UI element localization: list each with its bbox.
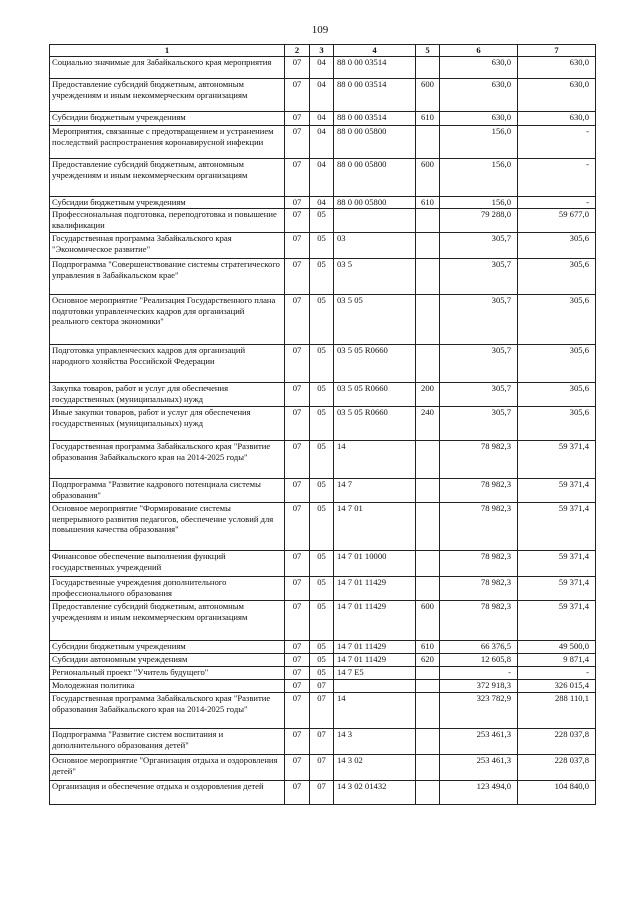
cell-expense-type: [416, 729, 440, 755]
table-row: [50, 601, 596, 641]
page-number: 109: [311, 24, 329, 36]
cell-amount-2: 288 110,1: [518, 693, 596, 729]
cell-section: 07: [285, 667, 310, 680]
header-col-6: 6: [440, 45, 518, 57]
cell-name: Субсидии бюджетным учреждениям: [50, 197, 285, 209]
cell-name: Основное мероприятие "Реализация Государственного плана подготовки управленческих кадров для организаций реального сектора экономики": [50, 295, 285, 345]
table-row: [50, 441, 596, 479]
cell-section: 07: [285, 383, 310, 407]
cell-amount-2: 305,6: [518, 233, 596, 259]
cell-subsection: 04: [310, 79, 334, 112]
table-row: [50, 693, 596, 729]
cell-section: 07: [285, 79, 310, 112]
cell-name: Субсидии бюджетным учреждениям: [50, 641, 285, 654]
cell-amount-1: 78 982,3: [440, 551, 518, 577]
header-col-2: 2: [285, 45, 310, 57]
cell-amount-2: 228 037,8: [518, 755, 596, 781]
cell-amount-2: -: [518, 667, 596, 680]
cell-target-article: 14 7 01 10000: [334, 551, 416, 577]
cell-amount-1: 123 494,0: [440, 781, 518, 805]
cell-subsection: 07: [310, 729, 334, 755]
cell-section: 07: [285, 654, 310, 667]
cell-target-article: 14: [334, 441, 416, 479]
table-row: [50, 479, 596, 503]
table-row: [50, 112, 596, 126]
cell-amount-2: 59 371,4: [518, 441, 596, 479]
cell-subsection: 05: [310, 667, 334, 680]
cell-amount-1: 372 918,3: [440, 680, 518, 693]
cell-amount-1: 78 982,3: [440, 441, 518, 479]
cell-expense-type: [416, 233, 440, 259]
cell-expense-type: [416, 441, 440, 479]
cell-name: Подпрограмма "Развитие систем воспитания и дополнительного образования детей": [50, 729, 285, 755]
cell-name: Подпрограмма "Совершенствование системы стратегического управления в Забайкальском крае": [50, 259, 285, 295]
cell-amount-1: 78 982,3: [440, 503, 518, 551]
table-row: [50, 503, 596, 551]
cell-amount-2: 59 371,4: [518, 577, 596, 601]
table-row: [50, 383, 596, 407]
table-row: [50, 197, 596, 209]
table-row: [50, 680, 596, 693]
cell-name: Основное мероприятие "Организация отдыха и оздоровления детей": [50, 755, 285, 781]
cell-name: Региональный проект "Учитель будущего": [50, 667, 285, 680]
cell-target-article: 03 5 05 R0660: [334, 345, 416, 383]
cell-amount-1: 156,0: [440, 197, 518, 209]
cell-subsection: 07: [310, 680, 334, 693]
cell-expense-type: 610: [416, 112, 440, 126]
cell-subsection: 05: [310, 407, 334, 441]
cell-subsection: 05: [310, 654, 334, 667]
cell-subsection: 05: [310, 641, 334, 654]
cell-target-article: 14 3 02 01432: [334, 781, 416, 805]
cell-expense-type: [416, 57, 440, 79]
cell-section: 07: [285, 641, 310, 654]
cell-name: Предоставление субсидий бюджетным, автономным учреждениям и иным некоммерческим организациям: [50, 159, 285, 197]
cell-section: 07: [285, 345, 310, 383]
cell-expense-type: [416, 781, 440, 805]
cell-subsection: 05: [310, 209, 334, 233]
cell-amount-2: -: [518, 126, 596, 159]
cell-name: Подпрограмма "Развитие кадрового потенциала системы образования": [50, 479, 285, 503]
cell-amount-1: 630,0: [440, 79, 518, 112]
cell-amount-2: 59 371,4: [518, 479, 596, 503]
cell-target-article: 03: [334, 233, 416, 259]
cell-subsection: 05: [310, 503, 334, 551]
table-row: [50, 159, 596, 197]
cell-name: Подготовка управленческих кадров для организаций народного хозяйства Российской Федерации: [50, 345, 285, 383]
cell-name: Мероприятия, связанные с предотвращением и устранением последствий распространения коронавирусной инфекции: [50, 126, 285, 159]
table-row: [50, 79, 596, 112]
cell-target-article: 14 7 01 11429: [334, 601, 416, 641]
cell-section: 07: [285, 407, 310, 441]
cell-target-article: 03 5 05 R0660: [334, 407, 416, 441]
cell-amount-2: 59 371,4: [518, 503, 596, 551]
cell-subsection: 05: [310, 233, 334, 259]
cell-amount-1: 12 605,8: [440, 654, 518, 667]
cell-expense-type: [416, 126, 440, 159]
cell-expense-type: 600: [416, 601, 440, 641]
cell-amount-2: 104 840,0: [518, 781, 596, 805]
cell-name: Государственная программа Забайкальского края "Развитие образования Забайкальского края на 2014-2025 годы": [50, 693, 285, 729]
cell-amount-1: 78 982,3: [440, 479, 518, 503]
cell-target-article: 88 0 00 05800: [334, 197, 416, 209]
cell-expense-type: [416, 680, 440, 693]
cell-name: Предоставление субсидий бюджетным, автономным учреждениям и иным некоммерческим организациям: [50, 601, 285, 641]
cell-expense-type: [416, 577, 440, 601]
cell-expense-type: 600: [416, 159, 440, 197]
cell-expense-type: [416, 209, 440, 233]
cell-amount-2: -: [518, 197, 596, 209]
cell-amount-1: -: [440, 667, 518, 680]
cell-amount-1: 305,7: [440, 233, 518, 259]
cell-amount-2: 59 677,0: [518, 209, 596, 233]
cell-target-article: 88 0 00 05800: [334, 126, 416, 159]
cell-expense-type: [416, 667, 440, 680]
cell-section: 07: [285, 159, 310, 197]
cell-target-article: 14: [334, 693, 416, 729]
cell-subsection: 05: [310, 551, 334, 577]
cell-subsection: 07: [310, 781, 334, 805]
cell-amount-1: 630,0: [440, 112, 518, 126]
cell-name: Организация и обеспечение отдыха и оздоровления детей: [50, 781, 285, 805]
cell-section: 07: [285, 693, 310, 729]
cell-target-article: 14 3: [334, 729, 416, 755]
cell-section: 07: [285, 755, 310, 781]
cell-expense-type: [416, 693, 440, 729]
cell-amount-2: 59 371,4: [518, 551, 596, 577]
cell-amount-1: 305,7: [440, 345, 518, 383]
cell-amount-1: 156,0: [440, 126, 518, 159]
table-row: [50, 57, 596, 79]
table-row: [50, 654, 596, 667]
cell-target-article: 14 3 02: [334, 755, 416, 781]
cell-expense-type: [416, 259, 440, 295]
table-row: [50, 126, 596, 159]
cell-name: Предоставление субсидий бюджетным, автономным учреждениям и иным некоммерческим организациям: [50, 79, 285, 112]
table-row: [50, 295, 596, 345]
table-row: [50, 729, 596, 755]
cell-subsection: 05: [310, 479, 334, 503]
cell-amount-2: 305,6: [518, 407, 596, 441]
cell-subsection: 04: [310, 112, 334, 126]
table-row: [50, 209, 596, 233]
header-col-3: 3: [310, 45, 334, 57]
cell-name: Закупка товаров, работ и услуг для обеспечения государственных (муниципальных) нужд: [50, 383, 285, 407]
cell-amount-1: 305,7: [440, 259, 518, 295]
cell-target-article: 14 7 E5: [334, 667, 416, 680]
header-col-7: 7: [518, 45, 596, 57]
cell-name: Профессиональная подготовка, переподготовка и повышение квалификации: [50, 209, 285, 233]
cell-amount-1: 305,7: [440, 383, 518, 407]
cell-amount-2: 49 500,0: [518, 641, 596, 654]
cell-expense-type: 200: [416, 383, 440, 407]
cell-target-article: 88 0 00 05800: [334, 159, 416, 197]
cell-target-article: 88 0 00 03514: [334, 57, 416, 79]
cell-target-article: [334, 680, 416, 693]
cell-target-article: 03 5 05: [334, 295, 416, 345]
table-row: [50, 407, 596, 441]
cell-subsection: 05: [310, 345, 334, 383]
cell-amount-1: 66 376,5: [440, 641, 518, 654]
cell-subsection: 07: [310, 693, 334, 729]
cell-name: Государственные учреждения дополнительного профессионального образования: [50, 577, 285, 601]
cell-expense-type: 600: [416, 79, 440, 112]
cell-target-article: 14 7 01: [334, 503, 416, 551]
cell-section: 07: [285, 479, 310, 503]
cell-section: 07: [285, 209, 310, 233]
cell-target-article: 14 7 01 11429: [334, 654, 416, 667]
cell-section: 07: [285, 551, 310, 577]
cell-amount-2: 305,6: [518, 345, 596, 383]
cell-target-article: 14 7 01 11429: [334, 641, 416, 654]
cell-section: 07: [285, 233, 310, 259]
cell-expense-type: 610: [416, 197, 440, 209]
cell-section: 07: [285, 112, 310, 126]
cell-name: Молодежная политика: [50, 680, 285, 693]
cell-amount-1: 253 461,3: [440, 755, 518, 781]
header-col-1: 1: [50, 45, 285, 57]
cell-expense-type: 240: [416, 407, 440, 441]
cell-amount-2: 630,0: [518, 79, 596, 112]
cell-amount-2: 630,0: [518, 112, 596, 126]
cell-target-article: 14 7: [334, 479, 416, 503]
cell-subsection: 05: [310, 295, 334, 345]
cell-amount-1: 78 982,3: [440, 601, 518, 641]
cell-section: 07: [285, 57, 310, 79]
cell-section: 07: [285, 781, 310, 805]
cell-amount-2: 305,6: [518, 383, 596, 407]
cell-name: Субсидии автономным учреждениям: [50, 654, 285, 667]
table-row: [50, 667, 596, 680]
cell-expense-type: [416, 503, 440, 551]
table-header-row: [50, 45, 596, 57]
cell-subsection: 05: [310, 383, 334, 407]
cell-amount-1: 253 461,3: [440, 729, 518, 755]
cell-expense-type: 610: [416, 641, 440, 654]
cell-subsection: 05: [310, 577, 334, 601]
cell-target-article: 88 0 00 03514: [334, 112, 416, 126]
cell-target-article: [334, 209, 416, 233]
cell-amount-1: 78 982,3: [440, 577, 518, 601]
cell-expense-type: [416, 345, 440, 383]
cell-subsection: 04: [310, 197, 334, 209]
header-col-4: 4: [334, 45, 416, 57]
cell-section: 07: [285, 680, 310, 693]
cell-amount-2: 305,6: [518, 259, 596, 295]
cell-subsection: 04: [310, 126, 334, 159]
cell-amount-1: 630,0: [440, 57, 518, 79]
budget-table: [49, 44, 596, 805]
cell-amount-1: 305,7: [440, 295, 518, 345]
table-row: [50, 233, 596, 259]
cell-name: Государственная программа Забайкальского края "Экономическое развитие": [50, 233, 285, 259]
cell-amount-1: 79 288,0: [440, 209, 518, 233]
cell-expense-type: [416, 479, 440, 503]
table-row: [50, 345, 596, 383]
cell-section: 07: [285, 295, 310, 345]
cell-section: 07: [285, 601, 310, 641]
table-row: [50, 755, 596, 781]
cell-section: 07: [285, 441, 310, 479]
cell-name: Социально значимые для Забайкальского края мероприятия: [50, 57, 285, 79]
cell-target-article: 88 0 00 03514: [334, 79, 416, 112]
cell-name: Государственная программа Забайкальского края "Развитие образования Забайкальского края на 2014-2025 годы": [50, 441, 285, 479]
cell-subsection: 05: [310, 259, 334, 295]
cell-name: Финансовое обеспечение выполнения функций государственных учреждений: [50, 551, 285, 577]
table-row: [50, 577, 596, 601]
cell-amount-2: -: [518, 159, 596, 197]
cell-amount-2: 9 871,4: [518, 654, 596, 667]
cell-subsection: 07: [310, 755, 334, 781]
cell-name: Иные закупки товаров, работ и услуг для обеспечения государственных (муниципальных) нужд: [50, 407, 285, 441]
cell-expense-type: 620: [416, 654, 440, 667]
cell-section: 07: [285, 729, 310, 755]
cell-amount-1: 156,0: [440, 159, 518, 197]
table-row: [50, 259, 596, 295]
cell-target-article: 14 7 01 11429: [334, 577, 416, 601]
cell-amount-1: 323 782,9: [440, 693, 518, 729]
table-row: [50, 641, 596, 654]
cell-expense-type: [416, 755, 440, 781]
cell-subsection: 05: [310, 601, 334, 641]
cell-target-article: 03 5: [334, 259, 416, 295]
cell-name: Субсидии бюджетным учреждениям: [50, 112, 285, 126]
cell-amount-2: 59 371,4: [518, 601, 596, 641]
cell-amount-2: 305,6: [518, 295, 596, 345]
cell-subsection: 05: [310, 441, 334, 479]
cell-name: Основное мероприятие "Формирование системы непрерывного развития педагогов, обеспечение условий для повышения качества образования": [50, 503, 285, 551]
cell-section: 07: [285, 126, 310, 159]
cell-expense-type: [416, 551, 440, 577]
cell-amount-1: 305,7: [440, 407, 518, 441]
cell-section: 07: [285, 259, 310, 295]
cell-section: 07: [285, 197, 310, 209]
cell-expense-type: [416, 295, 440, 345]
cell-section: 07: [285, 503, 310, 551]
cell-section: 07: [285, 577, 310, 601]
table-row: [50, 551, 596, 577]
cell-amount-2: 630,0: [518, 57, 596, 79]
cell-target-article: 03 5 05 R0660: [334, 383, 416, 407]
cell-amount-2: 228 037,8: [518, 729, 596, 755]
cell-subsection: 04: [310, 159, 334, 197]
cell-amount-2: 326 015,4: [518, 680, 596, 693]
table-row: [50, 781, 596, 805]
header-col-5: 5: [416, 45, 440, 57]
cell-subsection: 04: [310, 57, 334, 79]
